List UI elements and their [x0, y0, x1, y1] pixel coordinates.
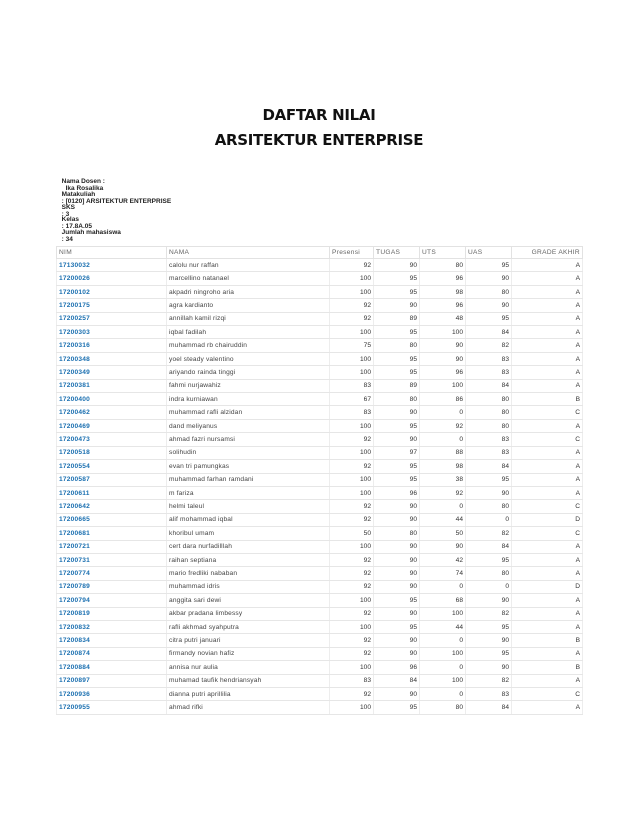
cell-nama: muhammad idris	[167, 580, 330, 593]
cell-uas: 84	[466, 540, 512, 553]
cell-tugas: 95	[374, 419, 420, 432]
cell-uas: 95	[466, 312, 512, 325]
meta-dosen-label: Nama Dosen :	[61, 178, 105, 185]
table-row	[57, 446, 583, 459]
table-row	[57, 460, 583, 473]
cell-presensi: 67	[330, 393, 374, 406]
meta-kelas-value: : 17.8A.05	[61, 223, 92, 230]
grades-table	[56, 246, 583, 715]
cell-uts: 100	[420, 607, 466, 620]
cell-uts: 0	[420, 580, 466, 593]
cell-tugas: 95	[374, 701, 420, 714]
meta-sks-value: : 3	[61, 211, 70, 218]
cell-tugas: 95	[374, 326, 420, 339]
cell-grade: A	[512, 339, 583, 352]
cell-nama: citra putri januari	[167, 634, 330, 647]
table-row	[57, 393, 583, 406]
cell-tugas: 90	[374, 513, 420, 526]
cell-tugas: 89	[374, 379, 420, 392]
cell-uts: 0	[420, 433, 466, 446]
meta-jumlah	[58, 222, 144, 243]
cell-presensi: 100	[330, 620, 374, 633]
cell-nama: firmandy novian hafiz	[167, 647, 330, 660]
cell-uts: 44	[420, 620, 466, 633]
table-row	[57, 513, 583, 526]
cell-tugas: 95	[374, 620, 420, 633]
cell-presensi: 92	[330, 634, 374, 647]
cell-nim[interactable]: 17200462	[57, 406, 167, 419]
cell-grade: B	[512, 661, 583, 674]
cell-tugas: 90	[374, 553, 420, 566]
cell-uas: 84	[466, 701, 512, 714]
cell-presensi: 92	[330, 553, 374, 566]
cell-uas: 90	[466, 594, 512, 607]
cell-presensi: 100	[330, 594, 374, 607]
cell-uas: 83	[466, 433, 512, 446]
cell-nama: akpadri ningroho aria	[167, 285, 330, 298]
cell-grade: A	[512, 594, 583, 607]
cell-uts: 98	[420, 460, 466, 473]
cell-nama: raihan septiana	[167, 553, 330, 566]
cell-nama: rafli akhmad syahputra	[167, 620, 330, 633]
cell-uts: 96	[420, 272, 466, 285]
meta-jumlah-value: : 34	[61, 236, 73, 243]
table-row	[57, 352, 583, 365]
meta-sks-label: SKS	[61, 204, 75, 211]
cell-nama: alif mohammad iqbal	[167, 513, 330, 526]
cell-uas: 80	[466, 285, 512, 298]
cell-presensi: 92	[330, 312, 374, 325]
cell-nama: cert dara nurfadilllah	[167, 540, 330, 553]
cell-nama: mario fredliki nababan	[167, 567, 330, 580]
cell-grade: A	[512, 567, 583, 580]
cell-grade: D	[512, 513, 583, 526]
cell-grade: C	[512, 500, 583, 513]
table-row	[57, 285, 583, 298]
cell-nim[interactable]: 17130032	[57, 259, 167, 272]
cell-tugas: 90	[374, 634, 420, 647]
header-presensi: Presensi	[330, 247, 374, 259]
cell-presensi: 100	[330, 285, 374, 298]
cell-grade: A	[512, 553, 583, 566]
cell-nim[interactable]: 17200834	[57, 634, 167, 647]
cell-nim[interactable]: 17200884	[57, 661, 167, 674]
cell-uts: 96	[420, 366, 466, 379]
cell-tugas: 90	[374, 580, 420, 593]
cell-uts: 100	[420, 326, 466, 339]
cell-grade: A	[512, 473, 583, 486]
cell-nim[interactable]: 17200381	[57, 379, 167, 392]
cell-presensi: 83	[330, 674, 374, 687]
cell-nama: solihudin	[167, 446, 330, 459]
cell-tugas: 90	[374, 688, 420, 701]
cell-uas: 80	[466, 393, 512, 406]
cell-grade: A	[512, 352, 583, 365]
cell-nim[interactable]: 17200874	[57, 647, 167, 660]
cell-nama: fahmi nurjawahiz	[167, 379, 330, 392]
cell-nama: khoribul umam	[167, 527, 330, 540]
table-row	[57, 486, 583, 499]
cell-grade: A	[512, 486, 583, 499]
table-row	[57, 326, 583, 339]
cell-uas: 90	[466, 486, 512, 499]
meta-jumlah-label: Jumlah mahasiswa	[61, 229, 121, 236]
cell-uas: 84	[466, 379, 512, 392]
cell-nim[interactable]: 17200587	[57, 473, 167, 486]
cell-uas: 82	[466, 339, 512, 352]
cell-nama: annisa nur aulia	[167, 661, 330, 674]
header-nama: NAMA	[167, 247, 330, 259]
cell-tugas: 96	[374, 661, 420, 674]
cell-nama: annillah kamil rizqi	[167, 312, 330, 325]
cell-uts: 74	[420, 567, 466, 580]
cell-uts: 42	[420, 553, 466, 566]
cell-presensi: 83	[330, 406, 374, 419]
cell-nim[interactable]: 17200721	[57, 540, 167, 553]
cell-nama: anggita sari dewi	[167, 594, 330, 607]
table-row	[57, 594, 583, 607]
cell-nim[interactable]: 17200955	[57, 701, 167, 714]
cell-presensi: 92	[330, 500, 374, 513]
cell-uts: 100	[420, 647, 466, 660]
cell-presensi: 100	[330, 486, 374, 499]
table-row	[57, 607, 583, 620]
cell-tugas: 96	[374, 486, 420, 499]
cell-uas: 95	[466, 553, 512, 566]
cell-tugas: 90	[374, 607, 420, 620]
cell-grade: A	[512, 366, 583, 379]
cell-presensi: 92	[330, 460, 374, 473]
cell-nama: ahmad fazri nursamsi	[167, 433, 330, 446]
cell-nama: ariyando rainda tinggi	[167, 366, 330, 379]
cell-grade: A	[512, 272, 583, 285]
cell-tugas: 95	[374, 272, 420, 285]
cell-tugas: 90	[374, 299, 420, 312]
table-row	[57, 620, 583, 633]
page-title: DAFTAR NILAI	[262, 106, 376, 124]
cell-presensi: 92	[330, 259, 374, 272]
cell-nim[interactable]: 17200316	[57, 339, 167, 352]
cell-grade: B	[512, 634, 583, 647]
cell-nim[interactable]: 17200897	[57, 674, 167, 687]
cell-tugas: 97	[374, 446, 420, 459]
cell-grade: A	[512, 326, 583, 339]
header-uas: UAS	[466, 247, 512, 259]
cell-tugas: 95	[374, 285, 420, 298]
cell-uts: 0	[420, 634, 466, 647]
cell-nim[interactable]: 17200469	[57, 419, 167, 432]
cell-nim[interactable]: 17200789	[57, 580, 167, 593]
table-row	[57, 661, 583, 674]
cell-nama: muhammad rb chairuddin	[167, 339, 330, 352]
cell-uts: 90	[420, 339, 466, 352]
cell-nim[interactable]: 17200303	[57, 326, 167, 339]
table-row	[57, 259, 583, 272]
table-row	[57, 527, 583, 540]
cell-tugas: 95	[374, 460, 420, 473]
cell-uts: 38	[420, 473, 466, 486]
table-row	[57, 701, 583, 714]
cell-uas: 82	[466, 674, 512, 687]
cell-uas: 82	[466, 607, 512, 620]
cell-uas: 90	[466, 299, 512, 312]
page-subtitle: ARSITEKTUR ENTERPRISE	[214, 131, 424, 149]
cell-uts: 92	[420, 419, 466, 432]
cell-tugas: 95	[374, 473, 420, 486]
cell-uts: 68	[420, 594, 466, 607]
cell-nim[interactable]: 17200832	[57, 620, 167, 633]
cell-nim[interactable]: 17200819	[57, 607, 167, 620]
cell-nama: indra kurniawan	[167, 393, 330, 406]
table-row	[57, 553, 583, 566]
cell-nim[interactable]: 17200794	[57, 594, 167, 607]
cell-uts: 0	[420, 500, 466, 513]
cell-nim[interactable]: 17200400	[57, 393, 167, 406]
cell-presensi: 92	[330, 647, 374, 660]
cell-grade: A	[512, 701, 583, 714]
meta-kelas-label: Kelas	[61, 216, 79, 223]
cell-uts: 86	[420, 393, 466, 406]
cell-uas: 80	[466, 419, 512, 432]
cell-grade: A	[512, 379, 583, 392]
cell-nim[interactable]: 17200257	[57, 312, 167, 325]
cell-grade: C	[512, 406, 583, 419]
cell-nama: akbar pradana limbessy	[167, 607, 330, 620]
cell-uts: 50	[420, 527, 466, 540]
cell-nim[interactable]: 17200642	[57, 500, 167, 513]
cell-presensi: 75	[330, 339, 374, 352]
cell-presensi: 92	[330, 580, 374, 593]
cell-uas: 80	[466, 406, 512, 419]
cell-grade: A	[512, 674, 583, 687]
cell-nama: marcellino natanael	[167, 272, 330, 285]
cell-nama: agra kardianto	[167, 299, 330, 312]
cell-presensi: 100	[330, 473, 374, 486]
cell-nim[interactable]: 17200473	[57, 433, 167, 446]
cell-grade: A	[512, 620, 583, 633]
cell-uts: 0	[420, 688, 466, 701]
cell-tugas: 90	[374, 433, 420, 446]
cell-grade: A	[512, 607, 583, 620]
cell-uas: 95	[466, 259, 512, 272]
cell-uts: 88	[420, 446, 466, 459]
table-row	[57, 540, 583, 553]
meta-matkul-value: : [0120] ARSITEKTUR ENTERPRISE	[61, 198, 172, 205]
header-grade: GRADE AKHIR	[512, 247, 583, 259]
cell-uts: 92	[420, 486, 466, 499]
cell-nim[interactable]: 17200611	[57, 486, 167, 499]
cell-presensi: 92	[330, 607, 374, 620]
cell-uas: 0	[466, 513, 512, 526]
cell-grade: D	[512, 580, 583, 593]
cell-uas: 90	[466, 661, 512, 674]
cell-nama: muhammad farhan ramdani	[167, 473, 330, 486]
cell-uas: 95	[466, 647, 512, 660]
cell-nama: muhamad taufik hendriansyah	[167, 674, 330, 687]
cell-uas: 0	[466, 580, 512, 593]
cell-uts: 80	[420, 259, 466, 272]
cell-grade: A	[512, 647, 583, 660]
cell-tugas: 90	[374, 567, 420, 580]
cell-presensi: 92	[330, 513, 374, 526]
cell-tugas: 80	[374, 527, 420, 540]
cell-tugas: 89	[374, 312, 420, 325]
cell-presensi: 100	[330, 366, 374, 379]
cell-nim[interactable]: 17200349	[57, 366, 167, 379]
cell-grade: A	[512, 312, 583, 325]
cell-uas: 84	[466, 460, 512, 473]
cell-nim[interactable]: 17200554	[57, 460, 167, 473]
cell-uas: 83	[466, 688, 512, 701]
cell-nim[interactable]: 17200175	[57, 299, 167, 312]
cell-uts: 0	[420, 661, 466, 674]
cell-nama: helmi taleul	[167, 500, 330, 513]
cell-uts: 0	[420, 406, 466, 419]
cell-grade: A	[512, 446, 583, 459]
cell-presensi: 100	[330, 272, 374, 285]
header-uts: UTS	[420, 247, 466, 259]
cell-presensi: 100	[330, 419, 374, 432]
cell-grade: A	[512, 419, 583, 432]
meta-dosen-value: Ika Rosalika	[65, 185, 104, 192]
cell-tugas: 84	[374, 674, 420, 687]
meta-matkul-label: Matakuliah	[61, 191, 96, 198]
table-row	[57, 339, 583, 352]
cell-presensi: 100	[330, 540, 374, 553]
cell-nim[interactable]: 17200681	[57, 527, 167, 540]
cell-tugas: 80	[374, 393, 420, 406]
cell-nim[interactable]: 17200102	[57, 285, 167, 298]
cell-tugas: 95	[374, 594, 420, 607]
cell-nama: dand meliyanus	[167, 419, 330, 432]
cell-uts: 80	[420, 701, 466, 714]
table-row	[57, 473, 583, 486]
cell-tugas: 90	[374, 406, 420, 419]
header-nim: NIM	[57, 247, 167, 259]
cell-uts: 90	[420, 352, 466, 365]
cell-uas: 95	[466, 473, 512, 486]
cell-uts: 90	[420, 540, 466, 553]
cell-tugas: 95	[374, 366, 420, 379]
cell-uas: 83	[466, 366, 512, 379]
table-row	[57, 500, 583, 513]
cell-nama: iqbal fadilah	[167, 326, 330, 339]
cell-nama: calolu nur raffan	[167, 259, 330, 272]
cell-presensi: 92	[330, 567, 374, 580]
cell-uas: 82	[466, 527, 512, 540]
cell-nama: m fariza	[167, 486, 330, 499]
cell-uts: 98	[420, 285, 466, 298]
cell-presensi: 50	[330, 527, 374, 540]
cell-uts: 44	[420, 513, 466, 526]
cell-uas: 83	[466, 352, 512, 365]
table-row	[57, 688, 583, 701]
cell-uas: 90	[466, 634, 512, 647]
cell-nim[interactable]: 17200731	[57, 553, 167, 566]
header-tugas: TUGAS	[374, 247, 420, 259]
cell-grade: C	[512, 433, 583, 446]
cell-presensi: 92	[330, 688, 374, 701]
table-header-row	[57, 247, 583, 259]
cell-uas: 80	[466, 500, 512, 513]
cell-nama: dianna putri aprillilia	[167, 688, 330, 701]
cell-uts: 48	[420, 312, 466, 325]
cell-tugas: 90	[374, 259, 420, 272]
table-row	[57, 379, 583, 392]
cell-tugas: 95	[374, 352, 420, 365]
table-row	[57, 419, 583, 432]
cell-uas: 95	[466, 620, 512, 633]
cell-presensi: 100	[330, 446, 374, 459]
cell-uts: 96	[420, 299, 466, 312]
cell-presensi: 100	[330, 326, 374, 339]
cell-nama: muhammad rafli alzidan	[167, 406, 330, 419]
cell-presensi: 92	[330, 433, 374, 446]
cell-grade: A	[512, 540, 583, 553]
cell-presensi: 100	[330, 352, 374, 365]
cell-presensi: 83	[330, 379, 374, 392]
table-row	[57, 634, 583, 647]
cell-nim[interactable]: 17200936	[57, 688, 167, 701]
table-row	[57, 580, 583, 593]
table-row	[57, 647, 583, 660]
cell-uas: 84	[466, 326, 512, 339]
table-row	[57, 674, 583, 687]
cell-grade: A	[512, 299, 583, 312]
table-row	[57, 406, 583, 419]
cell-tugas: 90	[374, 540, 420, 553]
cell-nim[interactable]: 17200518	[57, 446, 167, 459]
cell-grade: C	[512, 688, 583, 701]
cell-presensi: 100	[330, 661, 374, 674]
table-row	[57, 567, 583, 580]
cell-uas: 90	[466, 272, 512, 285]
cell-tugas: 80	[374, 339, 420, 352]
cell-tugas: 90	[374, 500, 420, 513]
cell-uas: 80	[466, 567, 512, 580]
cell-uts: 100	[420, 674, 466, 687]
cell-uts: 100	[420, 379, 466, 392]
cell-nama: evan tri pamungkas	[167, 460, 330, 473]
cell-nim[interactable]: 17200774	[57, 567, 167, 580]
cell-nim[interactable]: 17200348	[57, 352, 167, 365]
cell-tugas: 90	[374, 647, 420, 660]
table-row	[57, 433, 583, 446]
cell-grade: A	[512, 285, 583, 298]
table-row	[57, 272, 583, 285]
cell-nama: ahmad rifki	[167, 701, 330, 714]
cell-grade: A	[512, 460, 583, 473]
cell-grade: C	[512, 527, 583, 540]
table-row	[57, 312, 583, 325]
cell-presensi: 100	[330, 701, 374, 714]
cell-grade: A	[512, 259, 583, 272]
cell-grade: B	[512, 393, 583, 406]
table-row	[57, 366, 583, 379]
cell-nim[interactable]: 17200026	[57, 272, 167, 285]
cell-nim[interactable]: 17200665	[57, 513, 167, 526]
cell-presensi: 92	[330, 299, 374, 312]
cell-uas: 83	[466, 446, 512, 459]
table-row	[57, 299, 583, 312]
cell-nama: yoel steady valentino	[167, 352, 330, 365]
